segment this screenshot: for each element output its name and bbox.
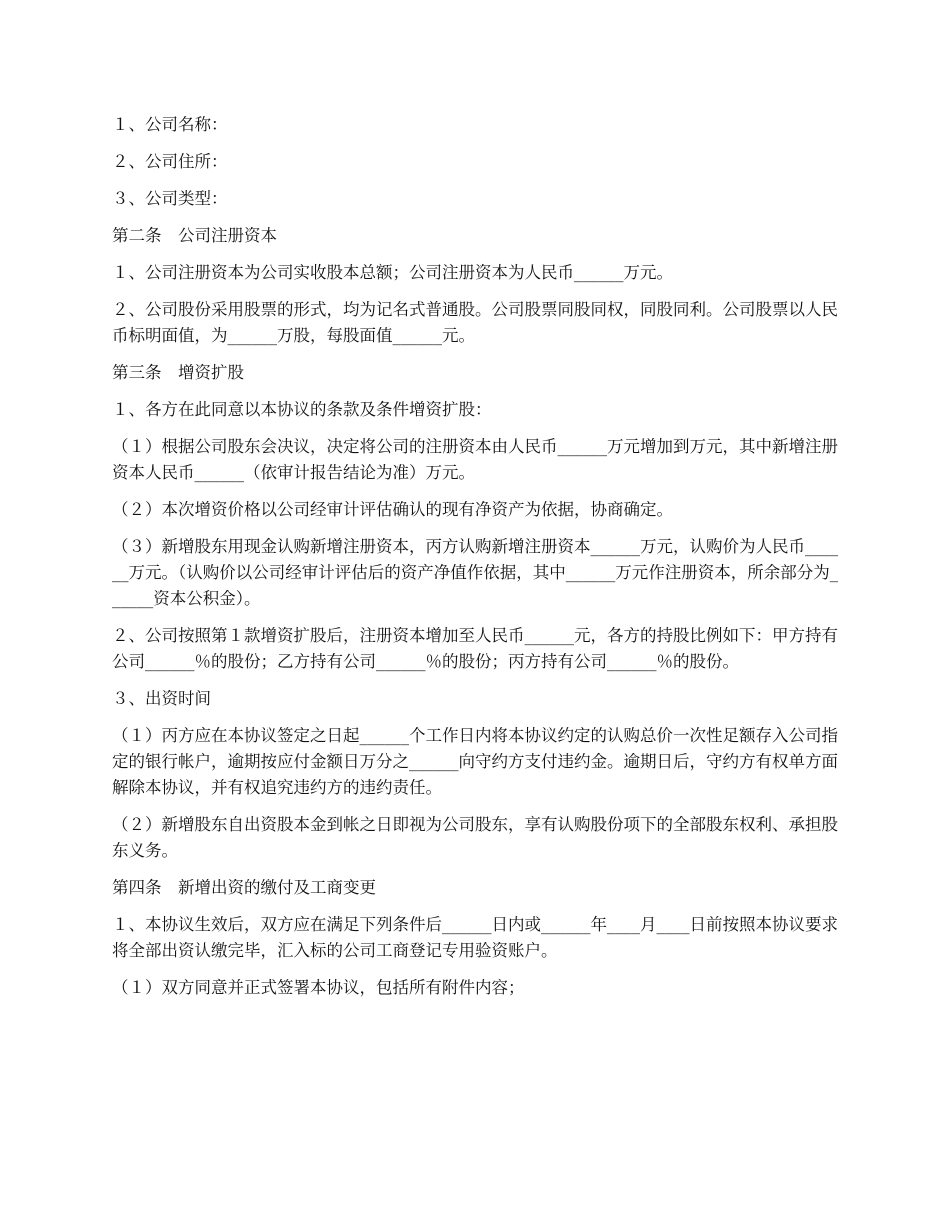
article-3-heading: 第三条 增资扩股 [112,363,244,382]
article-3-clause-1: １、各方在此同意以本协议的条款及条件增资扩股： [112,400,492,419]
article-4-heading: 第四条 新增出资的缴付及工商变更 [112,878,376,897]
article-4-clause-1-item-1: （１）双方同意并正式签署本协议，包括所有附件内容； [112,978,525,997]
article-3-clause-3: ３、出资时间 [112,689,211,708]
article-2-clause-2: ２、公司股份采用股票的形式，均为记名式普通股。公司股票同股同权，同股同利。公司股票以人民币标明面值，为______万股，每股面值______元。 [112,300,838,345]
article-3-clause-1-item-2: （２）本次增资价格以公司经审计评估确认的现有净资产为依据，协商确定。 [112,500,673,519]
article-4-clause-1: １、本协议生效后，双方应在满足下列条件后______日内或______年____月____日前按照本协议要求将全部出资认缴完毕，汇入标的公司工商登记专用验资账户。 [112,915,838,960]
article-3-clause-1-item-3: （３）新增股东用现金认购新增注册资本，丙方认购新增注册资本______万元，认购价为人民币______万元。（认购价以公司经审计评估后的资产净值作依据，其中______万元作注册资本，所余部分为______资本公积金）。 [112,537,838,608]
article-3-clause-2: ２、公司按照第１款增资扩股后，注册资本增加至人民币______元，各方的持股比例如下：甲方持有公司______％的股份；乙方持有公司______％的股份；丙方持有公司______％的股份。 [112,626,838,671]
company-type-clause: ３、公司类型： [112,189,228,208]
company-address-clause: ２、公司住所： [112,152,228,171]
article-3-clause-3-item-2: （２）新增股东自出资股本金到帐之日即视为公司股东，享有认购股份项下的全部股东权利、承担股东义务。 [112,815,838,860]
article-2-heading: 第二条 公司注册资本 [112,226,277,245]
company-name-clause: １、公司名称： [112,115,228,134]
article-3-clause-1-item-1: （１）根据公司股东会决议，决定将公司的注册资本由人民币______万元增加到万元，其中新增注册资本人民币______（依审计报告结论为准）万元。 [112,437,838,482]
article-2-clause-1: １、公司注册资本为公司实收股本总额；公司注册资本为人民币______万元。 [112,263,673,282]
article-3-clause-3-item-1: （１）丙方应在本协议签定之日起______个工作日内将本协议约定的认购总价一次性足额存入公司指定的银行帐户，逾期按应付金额日万分之______向守约方支付违约金。逾期日后，守约方有权单方面解除本协议，并有权追究违约方的违约责任。 [112,726,838,797]
